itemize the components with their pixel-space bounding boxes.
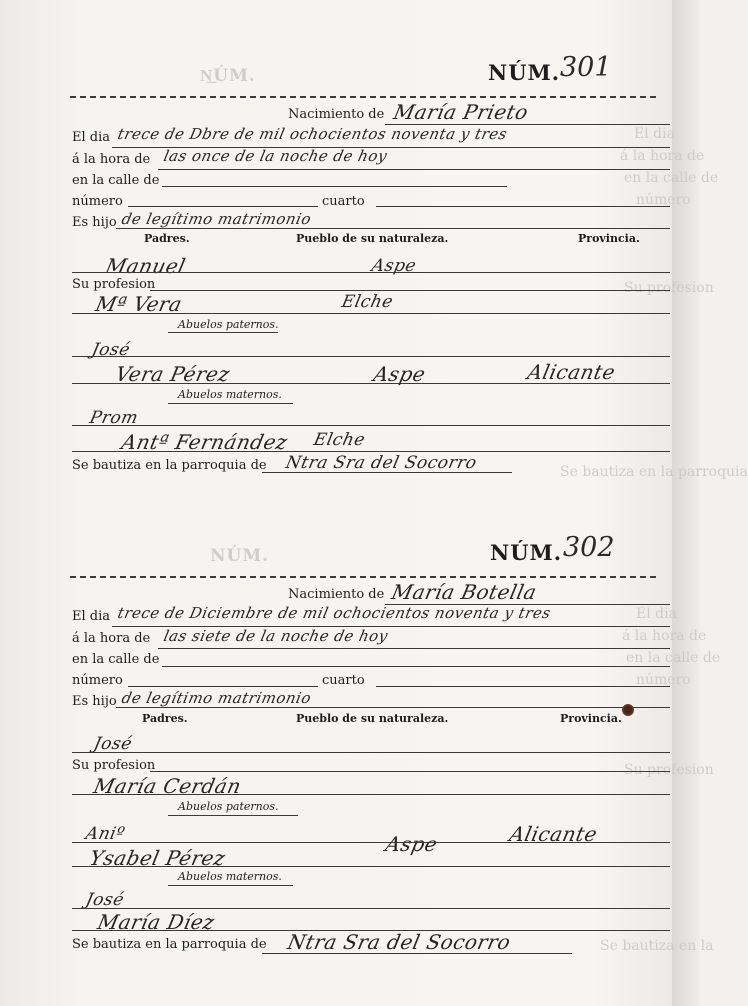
record-number-value: 301 <box>560 52 612 83</box>
section-divider <box>70 96 656 98</box>
section-divider <box>70 576 656 578</box>
madre-name: María Cerdán <box>91 774 244 798</box>
abuela-paterna-pueblo: Aspe <box>383 832 440 856</box>
bleed-through-mark: Su profesion <box>624 762 714 778</box>
numero-label: número <box>72 673 123 688</box>
form-line <box>128 206 318 207</box>
parroquia-label: Se bautiza en la parroquia de <box>72 458 267 473</box>
bleed-through-mark: N͟ÚM. <box>200 66 256 86</box>
padre-name: José <box>91 734 134 754</box>
form-line <box>168 885 293 886</box>
col-header-padres: Padres. <box>142 712 188 725</box>
profesion-label: Su profesion <box>72 758 156 773</box>
abuela-paterna-provincia: Alicante <box>507 822 600 846</box>
form-line <box>72 356 670 357</box>
dia-value: trece de Diciembre de mil ochocientos noventa y tres <box>116 604 553 622</box>
abuela-paterna: Vera Pérez <box>113 362 233 386</box>
dia-label: El dia <box>72 130 111 145</box>
profesion-label: Su profesion <box>72 277 156 292</box>
bleed-through-mark: en la calle de <box>626 650 721 666</box>
abuelo-materno: José <box>83 890 126 910</box>
abuela-paterna-provincia: Alicante <box>525 360 618 384</box>
nacimiento-value: María Prieto <box>391 100 531 124</box>
hijo-value: de legítimo matrimonio <box>120 210 313 228</box>
form-line <box>376 686 670 687</box>
form-line <box>72 794 670 795</box>
calle-label: en la calle de <box>72 173 160 188</box>
bleed-through-mark: El dia <box>636 606 677 622</box>
col-header-pueblo: Pueblo de su naturaleza. <box>296 232 449 245</box>
form-line <box>72 425 670 426</box>
bleed-through-mark: El dia <box>634 126 675 142</box>
hijo-label: Es hijo <box>72 694 117 709</box>
record-number-label: NÚM. <box>488 60 561 85</box>
form-line <box>116 228 670 229</box>
form-line <box>158 648 670 649</box>
abuelo-materno: Prom <box>87 408 141 428</box>
form-line <box>376 206 670 207</box>
record-number-value: 302 <box>563 532 615 563</box>
cuarto-label: cuarto <box>322 194 365 209</box>
form-line <box>168 815 298 816</box>
col-header-padres: Padres. <box>144 232 190 245</box>
abuelo-paterno: José <box>89 340 132 360</box>
ink-blot <box>622 704 634 716</box>
form-line <box>72 752 670 753</box>
abuelos-maternos-label: Abuelos maternos. <box>178 388 282 401</box>
abuelo-paterno: Aniº <box>83 824 127 844</box>
record-number-label: NÚM. <box>490 540 563 565</box>
numero-label: número <box>72 194 123 209</box>
form-line <box>150 771 670 772</box>
form-line <box>168 332 278 333</box>
abuela-paterna-pueblo: Aspe <box>371 362 428 386</box>
form-line <box>158 169 670 170</box>
nacimiento-label: Nacimiento de <box>288 107 385 122</box>
hora-value: las siete de la noche de hoy <box>162 627 390 645</box>
col-header-pueblo: Pueblo de su naturaleza. <box>296 712 449 725</box>
hora-value: las once de la noche de hoy <box>162 147 389 165</box>
hora-label: á la hora de <box>72 631 151 646</box>
form-line <box>168 403 293 404</box>
form-line <box>150 290 670 291</box>
abuela-materna: Antª Fernández <box>119 430 290 454</box>
bleed-through-mark: á la hora de <box>622 628 707 644</box>
parroquia-value: Ntra Sra del Socorro <box>285 930 514 954</box>
dia-value: trece de Dbre de mil ochocientos noventa y tres <box>116 125 509 143</box>
form-line <box>72 866 670 867</box>
form-line <box>72 842 670 843</box>
hijo-value: de legítimo matrimonio <box>120 689 313 707</box>
cuarto-label: cuarto <box>322 673 365 688</box>
col-header-provincia: Provincia. <box>560 712 622 725</box>
form-line <box>128 686 318 687</box>
form-line <box>72 451 670 452</box>
col-header-provincia: Provincia. <box>578 232 640 245</box>
bleed-through-mark: NÚM. <box>210 546 270 566</box>
bleed-through-mark: Se bautiza en la <box>600 938 714 954</box>
padre-pueblo: Aspe <box>369 256 419 276</box>
abuela-paterna: Ysabel Pérez <box>87 846 228 870</box>
hijo-label: Es hijo <box>72 215 117 230</box>
bleed-through-mark: á la hora de <box>620 148 705 164</box>
form-line <box>162 666 670 667</box>
madre-name: Mª Vera <box>93 292 185 316</box>
form-line <box>262 472 512 473</box>
parroquia-label: Se bautiza en la parroquia de <box>72 937 267 952</box>
form-line <box>262 953 572 954</box>
abuelos-paternos-label: Abuelos paternos. <box>178 800 279 813</box>
abuelos-paternos-label: Abuelos paternos. <box>178 318 279 331</box>
form-line <box>72 908 670 909</box>
nacimiento-label: Nacimiento de <box>288 587 385 602</box>
calle-label: en la calle de <box>72 652 160 667</box>
dia-label: El dia <box>72 609 111 624</box>
bleed-through-mark: número <box>636 192 691 208</box>
hora-label: á la hora de <box>72 152 151 167</box>
bleed-through-mark: número <box>636 672 691 688</box>
abuela-materna-pueblo: Elche <box>311 430 368 450</box>
abuela-materna: María Díez <box>95 910 218 934</box>
bleed-through-mark: en la calle de <box>624 170 719 186</box>
bleed-through-mark: Se bautiza en la parroquia <box>560 464 748 480</box>
padre-name: Manuel <box>103 254 188 278</box>
form-line <box>116 707 670 708</box>
madre-pueblo: Elche <box>339 292 396 312</box>
parroquia-value: Ntra Sra del Socorro <box>283 453 479 473</box>
form-line <box>72 313 670 314</box>
nacimiento-value: María Botella <box>389 580 540 604</box>
form-line <box>72 383 670 384</box>
form-line <box>162 186 507 187</box>
form-line <box>72 272 670 273</box>
abuelos-maternos-label: Abuelos maternos. <box>178 870 282 883</box>
bleed-through-mark: Su profesion <box>624 280 714 296</box>
